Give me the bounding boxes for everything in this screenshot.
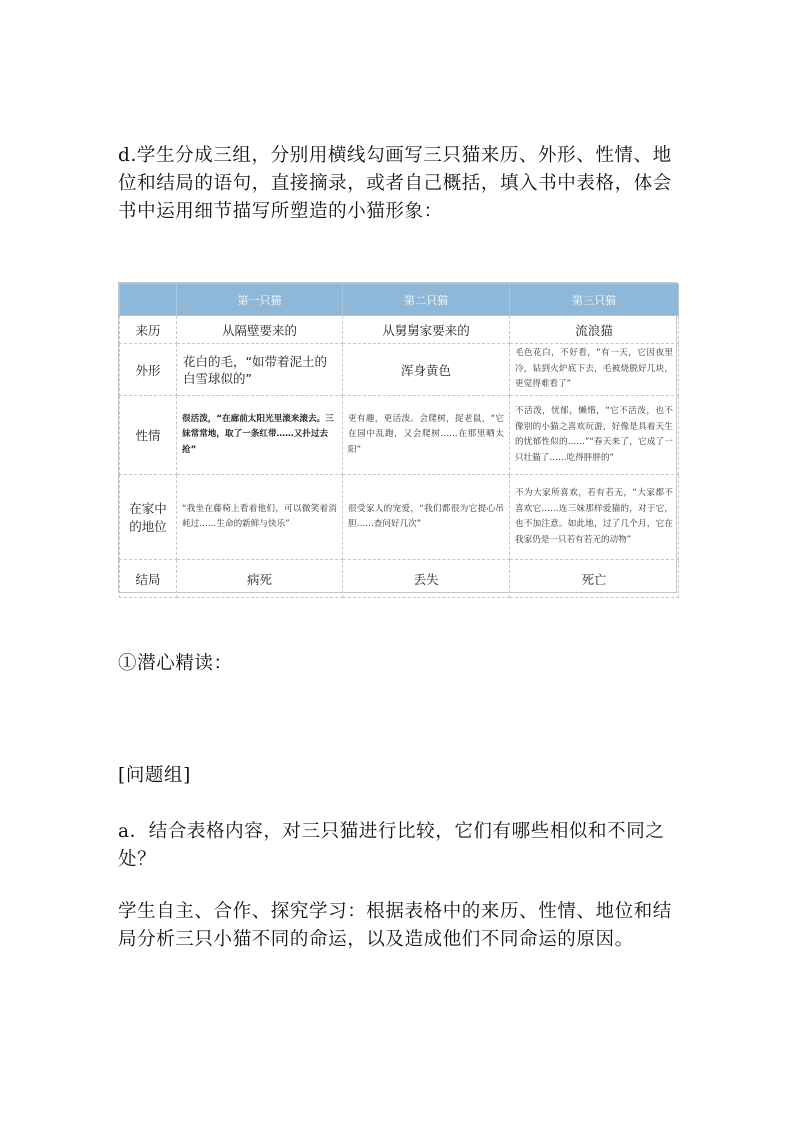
row-label-status: 在家中的地位: [120, 475, 177, 560]
row-label-ending: 结局: [120, 560, 177, 598]
cell-status-cat-1: “我坐在藤椅上看着他们，可以微笑着消耗过……生命的新鲜与快乐”: [177, 475, 343, 560]
row-label-origin: 来历: [120, 316, 177, 344]
table-row: [120, 344, 679, 396]
cell-temperament-cat-3: 不活泼，忧郁，懒惰，“它不活泼，也不像别的小猫之喜欢玩游，好像是具着天生的忧郁性似的……”“春天来了，它成了一只壮猫了……吃得胖胖的”: [510, 396, 679, 475]
cell-status-cat-3: 不为大家所喜欢，若有若无，“大家都不喜欢它……连三妹那样爱猫的，对于它，也不加注意。如此地，过了几个月，它在我家仍是一只若有若无的动物”: [510, 475, 679, 560]
cell-origin-cat-3: 流浪猫: [510, 316, 679, 344]
cell-ending-cat-2: 丢失: [343, 560, 510, 598]
cell-appearance-cat-1: 花白的毛，“如带着泥土的白雪球似的”: [177, 344, 343, 396]
table-row: [120, 475, 679, 560]
cat-comparison-table: [118, 282, 677, 593]
cell-temperament-cat-2: 更有趣，更活泼。会爬树，捉老鼠，“它在园中乱跑，又会爬树……在那里晒太阳”: [343, 396, 510, 475]
study-paragraph: 学生自主、合作、探究学习：根据表格中的来历、性情、地位和结局分析三只小猫不同的命运，以及造成他们不同命运的原因。: [118, 901, 672, 950]
question-a: a．结合表格内容，对三只猫进行比较，它们有哪些相似和不同之处？: [118, 821, 665, 870]
header-cat-2: 第二只猫: [343, 284, 510, 316]
header-cat-1: 第一只猫: [177, 284, 343, 316]
row-label-appearance: 外形: [120, 344, 177, 396]
cell-ending-cat-1: 病死: [177, 560, 343, 598]
cell-appearance-cat-2: 浑身黄色: [343, 344, 510, 396]
close-reading-heading: ①潜心精读：: [118, 653, 233, 674]
cell-status-cat-2: 很受家人的宠爱，“我们都很为它提心吊胆……查问好几次”: [343, 475, 510, 560]
cell-ending-cat-3: 死亡: [510, 560, 679, 598]
header-empty: [120, 284, 177, 316]
table-row: [120, 396, 679, 475]
table-row: [120, 316, 679, 344]
cell-temperament-cat-1: 很活泼，“在廊前太阳光里滚来滚去。三妹常常地，取了一条红带……又扑过去抢”: [177, 396, 343, 475]
table-row: [120, 560, 679, 598]
intro-paragraph: d.学生分成三组，分别用横线勾画写三只猫来历、外形、性情、地位和结局的语句，直接摘录，或者自己概括，填入书中表格，体会书中运用细节描写所塑造的小猫形象：: [118, 145, 672, 222]
header-cat-3: 第三只猫: [510, 284, 679, 316]
question-group-label: [问题组]: [118, 765, 191, 786]
row-label-temperament: 性情: [120, 396, 177, 475]
table-header-row: [120, 284, 679, 316]
cell-origin-cat-2: 从舅舅家要来的: [343, 316, 510, 344]
cell-appearance-cat-3: 毛色花白，不好看，“有一天，它因夜里冷，钻到火炉底下去，毛被烧脱好几块，更觉得难看了”: [510, 344, 679, 396]
cell-origin-cat-1: 从隔壁要来的: [177, 316, 343, 344]
